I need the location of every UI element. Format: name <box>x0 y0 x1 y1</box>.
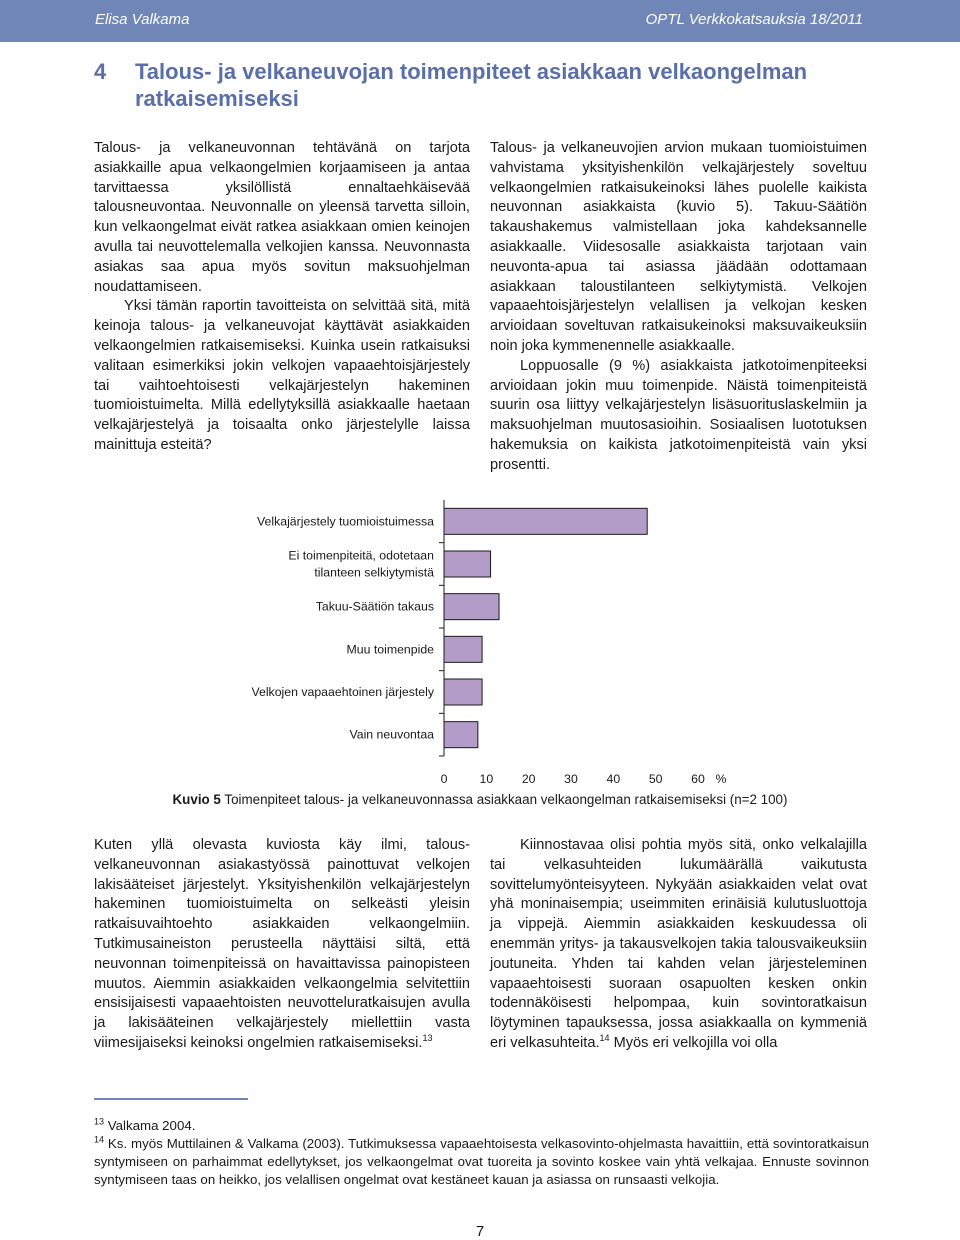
bar <box>444 551 491 577</box>
x-tick-label: 20 <box>521 772 536 786</box>
page-number: 7 <box>475 1223 485 1240</box>
figure-label: Kuvio 5 <box>172 792 221 807</box>
section-title: Talous- ja velkaneuvojan toimenpiteet asiakkaan velkaongelman ratkaisemiseksi <box>135 59 808 111</box>
paragraph <box>490 836 867 1054</box>
footnote-ref[interactable]: 14 <box>599 1033 610 1044</box>
paragraph: Loppuosalle (9 %) asiakkaista jatkotoimenpiteeksi arvioidaan jokin muu toimenpide. Näistä toimenpiteistä suurin osa liittyy velkajärjestelyn lisäsuorituslaskelmiin ja maksuohjelman muutosasioihin. Sosiaalisen luototuksen hakemuksia on kaikista jatkotoimenpiteistä vain yksi prosentti. <box>490 357 867 473</box>
category-label: Velkojen vapaaehtoinen järjestely <box>251 685 434 699</box>
x-tick-label: 60 <box>691 772 705 786</box>
x-tick-label: 40 <box>606 772 621 786</box>
x-tick-label: 30 <box>564 772 578 786</box>
category-label: Takuu-Säätiön takaus <box>315 599 434 614</box>
figure-chart <box>0 500 960 800</box>
header-bar <box>0 0 960 42</box>
footnote <box>94 1117 869 1135</box>
bar <box>444 679 482 705</box>
paragraph: Talous- ja velkaneuvojien arvion mukaan tuomioistuimen vahvistama yksityishenkilön velkajärjestely soveltuu velkaongelmien ratkaisukeinoksi lähes puolelle kaikista neuvonnan asiakkaista (kuvio 5). Takuu-Säätiön takaushakemus valmistellaan joka kahdeksannelle asiakkaalle. Viidesosalle asiakkaista tarjotaan vain neuvonta-apua tai asiassa jäädään odottamaan asiakkaan taloustilanteen selkiytymistä. Velkojen vapaaehtoisjärjestelyn velallisen ja velkojan kesken arvioidaan soveltuvan ratkaisukeinoksi maksuvaikeuksiin noin joka kymmenennelle asiakkaalle. <box>490 140 867 354</box>
column-1 <box>94 139 470 456</box>
figure-caption-text: Toimenpiteet talous- ja velkaneuvonnassa asiakkaan velkaongelman ratkaisemiseksi (n=2 100) <box>224 792 788 807</box>
bar-chart <box>0 500 960 800</box>
paragraph: Yksi tämän raportin tavoitteista on selvittää sitä, mitä keinoja talous- ja velkaneuvojat käyttävät asiakkaiden velkaongelmien ratkaisemiseksi. Kuinka usein ratkaisuksi valitaan esimerkiksi jokin velkojen vapaaehtoisjärjestely tai vaihtoehtoisesti velkajärjestelyn hakeminen tuomioistuimelta. Millä edellytyksillä asiakkaalle haetaan velkajärjestelyä ja toisaalta onko järjestelylle laissa mainittuja esteitä? <box>94 298 470 453</box>
footnote-number: 13 <box>94 1116 105 1127</box>
footnote-ref[interactable]: 13 <box>422 1033 433 1044</box>
x-tick-label: 50 <box>648 772 663 786</box>
paragraph-text: Kiinnostavaa olisi pohtia myös sitä, onko velkalajilla tai velkasuhteiden lukumäärällä vaikutusta sovittelumyönteisyyteen. Nykyään asiakkaiden velat ovat yhä moninaisempia; useimmiten erinäisiä kulutusluottoja ja vippejä. Aiemmin asiakkaiden keskuudessa oli enemmän yritys- ja takausvelkojen takia talousvaikeuksiin joutuneita. Yhden tai kahden velan järjesteleminen vapaaehtoisesti suoraan osapuolten kesken onkin todennäköisesti helpompaa, kuin sovintoratkaisun löytyminen tapauksessa, jossa asiakkaalla on kymmeniä eri velkasuhteita. <box>490 837 867 1051</box>
paragraph-text: Myös eri velkojilla voi olla <box>609 1034 778 1051</box>
bar <box>444 722 478 748</box>
category-label: Vain neuvontaa <box>349 727 434 742</box>
footnote <box>94 1135 869 1189</box>
footnote-text: Ks. myös Muttilainen & Valkama (2003). Tutkimuksessa vapaaehtoisesta velkasovinto-ohjelmasta havaittiin, että sovintoratkaisun syntymiseen on parhaimmat edellytykset, jos velkaongelmat ovat tuoreita ja sovinto koskee vain yhtä velkajaa. Ennuste sovinnon syntymiseen taas on heikko, jos velallisen ongelmat ovat kestäneet kauan ja asiassa on runsaasti velkojia. <box>94 1136 869 1187</box>
bar <box>444 508 647 534</box>
paragraph-text: Kuten yllä olevasta kuviosta käy ilmi, talous- velkaneuvonnan asiakastyössä painottuvat velkojen lakisääteiset järjestelyt. Yksityishenkilön velkajärjestelyn hakeminen tuomioistuimelta on selkeästi yleisin ratkaisuvaihtoehto asiakkaiden velkaongelmiin. Tutkimusaineiston perusteella näyttäisi siltä, että neuvonnan toimenpiteissä on havaittavissa painopisteen muutos. Aiemmin asiakkaiden velkaongelmia selvitettiin ensisijaisesti vapaaehtoisten neuvotteluratkaisujen avulla ja lakisääteinen velkajärjestely miellettiin vasta viimesijaiseksi keinoksi ongelmien ratkaisemiseksi. <box>94 837 470 1051</box>
x-tick-label: 10 <box>479 772 494 786</box>
footnote-number: 14 <box>94 1134 105 1145</box>
paragraph <box>94 836 470 1054</box>
category-label: Muu toimenpide <box>346 642 434 657</box>
section-number: 4 <box>94 59 107 84</box>
header-author: Elisa Valkama <box>95 11 190 28</box>
bar <box>444 636 482 662</box>
x-unit-label: % <box>715 772 727 786</box>
column-3 <box>94 836 470 1054</box>
paragraph: Talous- ja velkaneuvonnan tehtävänä on tarjota asiakkaille apua velkaongelmien korjaamiseen ja antaa tarvittaessa yksilöllistä ennaltaehkäisevää talousneuvontaa. Neuvonnalle on yleensä tarvetta silloin, kun velkaongelmat eivät ratkea asiakkaan omien keinojen avulla tai neuvottelemalla velkojien kanssa. Neuvonnasta asiakas saa apua myös sovitun maksuohjelman noudattamiseen. <box>94 140 470 295</box>
header-series: OPTL Verkkokatsauksia 18/2011 <box>645 11 863 28</box>
footnote-text: Valkama 2004. <box>107 1118 196 1133</box>
column-4 <box>490 836 867 1054</box>
category-label: Velkajärjestely tuomioistuimessa <box>256 514 434 529</box>
category-label: Ei toimenpiteitä, odotetaan tilanteen selkiytymistä <box>288 548 434 580</box>
figure-caption <box>0 792 960 807</box>
footnote-rule <box>94 1098 248 1100</box>
column-2 <box>490 139 867 476</box>
footnotes <box>94 1117 869 1189</box>
x-tick-label: 0 <box>440 772 448 786</box>
bar <box>444 594 499 620</box>
